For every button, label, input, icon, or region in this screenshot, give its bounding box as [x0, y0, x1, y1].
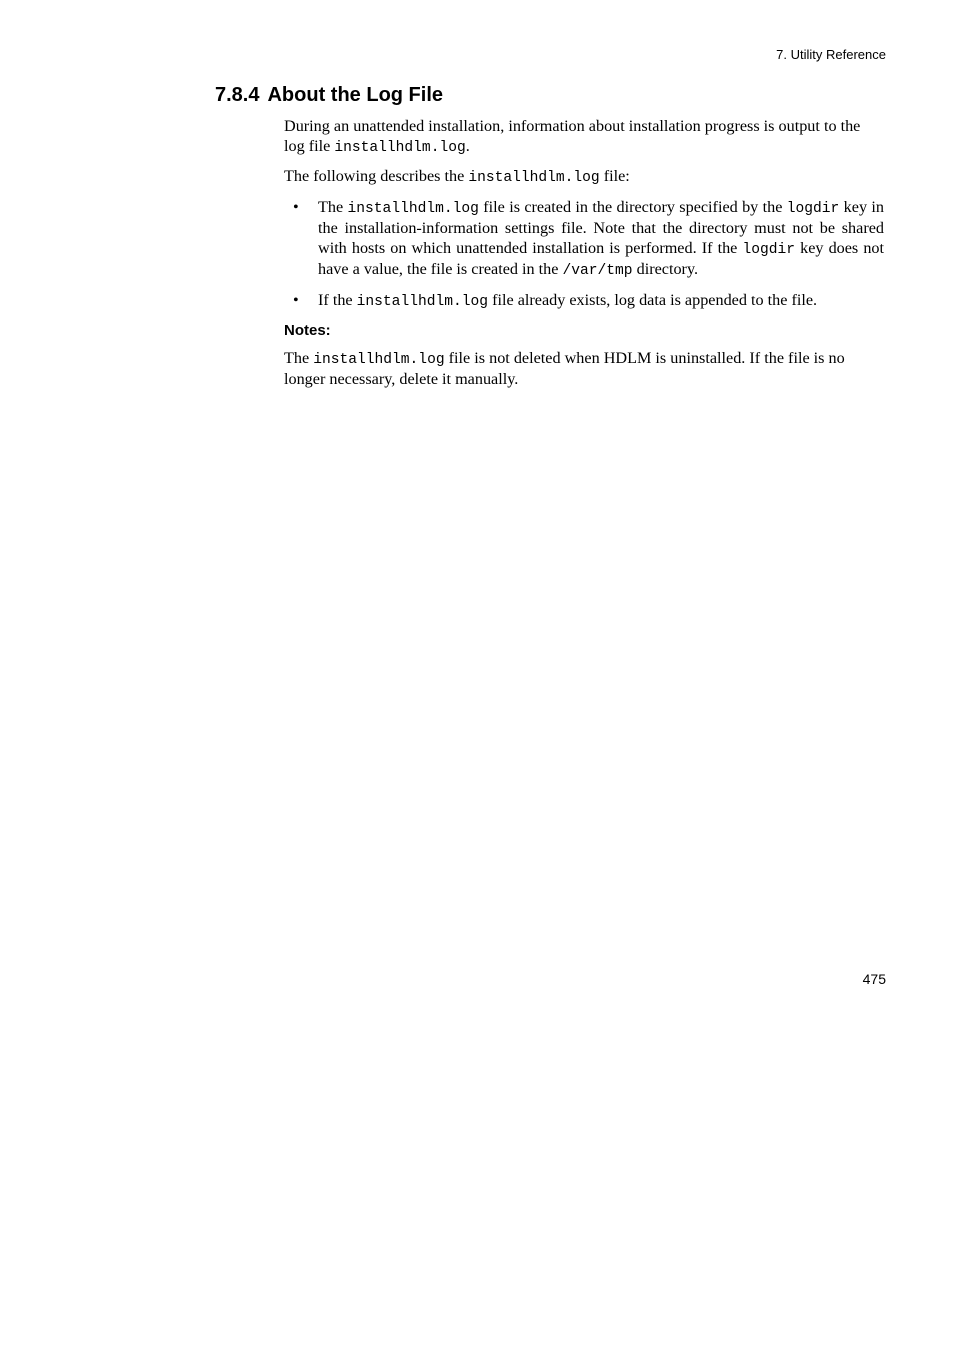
text-run: If the	[318, 290, 357, 309]
text-run: During an unattended installation, information about installation progress is output to the log file	[284, 117, 861, 155]
page-number: 475	[862, 971, 886, 987]
text-run: file is created in the directory specified by the	[478, 197, 787, 216]
text-run: The	[318, 197, 348, 216]
bullet-list	[284, 198, 884, 313]
text-run: directory.	[632, 260, 699, 278]
text-run: .	[465, 136, 470, 155]
code-filename: installhdlm.log	[347, 200, 479, 217]
text-run: file already exists, log data is appended to the file.	[488, 290, 818, 309]
running-header: 7. Utility Reference	[776, 47, 886, 62]
list-item	[284, 291, 884, 313]
section-body	[284, 117, 884, 399]
text-run: key does not have a value, the file is created in the	[318, 238, 885, 278]
text-run: file:	[599, 167, 630, 185]
code-filename: installhdlm.log	[356, 293, 489, 310]
code-path: /var/tmp	[562, 263, 633, 279]
intro-paragraph-1	[284, 117, 884, 158]
bullet-marker: •	[293, 290, 299, 309]
code-filename: installhdlm.log	[313, 351, 445, 368]
code-key: logdir	[786, 200, 840, 217]
section-heading	[215, 84, 443, 107]
code-filename: installhdlm.log	[334, 139, 466, 156]
code-key: logdir	[742, 241, 796, 258]
text-run: The	[284, 348, 314, 367]
list-item	[284, 198, 884, 282]
intro-paragraph-2	[284, 167, 884, 189]
text-run: key in the installation-information settings file. Note that the directory must not be shared with hosts on which unattended installation is performed. If the	[318, 197, 884, 257]
text-run: The following describes the	[284, 167, 469, 185]
notes-paragraph	[284, 349, 884, 390]
code-filename: installhdlm.log	[468, 170, 600, 186]
notes-heading: Notes:	[284, 322, 331, 339]
section-number: 7.8.4	[215, 84, 260, 106]
bullet-marker: •	[293, 197, 299, 216]
text-run: file is not deleted when HDLM is uninstalled. If the file is no longer necessary, delete it manually.	[284, 348, 845, 388]
section-title: About the Log File	[267, 84, 444, 106]
